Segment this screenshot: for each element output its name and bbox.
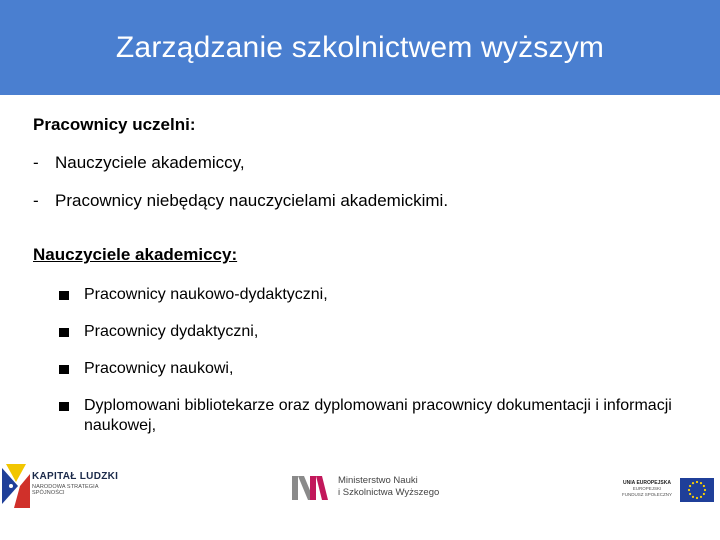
square-bullet-icon (59, 328, 69, 337)
footer-logos (0, 462, 720, 540)
list-item-text: Pracownicy niebędący nauczycielami akademickimi. (55, 191, 449, 210)
list-item (33, 153, 693, 173)
academic-staff-list (33, 285, 693, 436)
ministry-text (338, 475, 439, 499)
kapital-ludzki-subtitle: NARODOWA STRATEGIA SPÓJNOŚCI (32, 484, 99, 496)
kapital-ludzki-logo (2, 464, 122, 508)
list-item-text: Dyplomowani bibliotekarze oraz dyplomowani pracownicy dokumentacji i informacji naukowej, (84, 397, 672, 434)
section-heading-nauczyciele: Nauczyciele akademiccy: (33, 245, 238, 264)
staff-list (33, 153, 693, 211)
dash-marker: - (33, 153, 39, 172)
eu-flag-icon (680, 478, 714, 502)
slide-title: Zarządzanie szkolnictwem wyższym (115, 30, 605, 64)
list-item-text: Pracownicy naukowi, (84, 360, 234, 377)
square-bullet-icon (59, 365, 69, 374)
list-item (33, 285, 693, 305)
list-item-text: Pracownicy dydaktyczni, (84, 323, 259, 340)
list-item-text: Nauczyciele akademiccy, (55, 153, 245, 172)
eu-line2: EUROPEJSKI (632, 486, 662, 491)
kapital-ludzki-text (32, 471, 122, 496)
eu-line3: FUNDUSZ SPOŁECZNY (621, 492, 672, 497)
ministry-logo (292, 472, 442, 512)
square-bullet-icon (59, 291, 69, 300)
kapital-ludzki-title: KAPITAŁ LUDZKI (32, 471, 119, 482)
eu-logo (616, 476, 720, 506)
ministry-line2: i Szkolnictwa Wyższego (338, 487, 440, 498)
section-heading-pracownicy: Pracownicy uczelni: (33, 115, 196, 134)
slide-content (33, 115, 693, 436)
eu-text (616, 480, 678, 498)
dash-marker: - (33, 191, 39, 210)
list-item-text: Pracownicy naukowo-dydaktyczni, (84, 286, 328, 303)
list-item (33, 396, 693, 436)
list-item (33, 359, 693, 379)
spacer (33, 211, 693, 245)
list-item (33, 322, 693, 342)
ministry-line1: Ministerstwo Nauki (338, 475, 418, 486)
list-item (33, 191, 693, 211)
eu-line1: UNIA EUROPEJSKA (623, 480, 671, 486)
ministry-emblem-icon (292, 472, 328, 502)
kapital-ludzki-emblem-icon (2, 464, 30, 508)
square-bullet-icon (59, 402, 69, 411)
title-bar (0, 0, 720, 95)
